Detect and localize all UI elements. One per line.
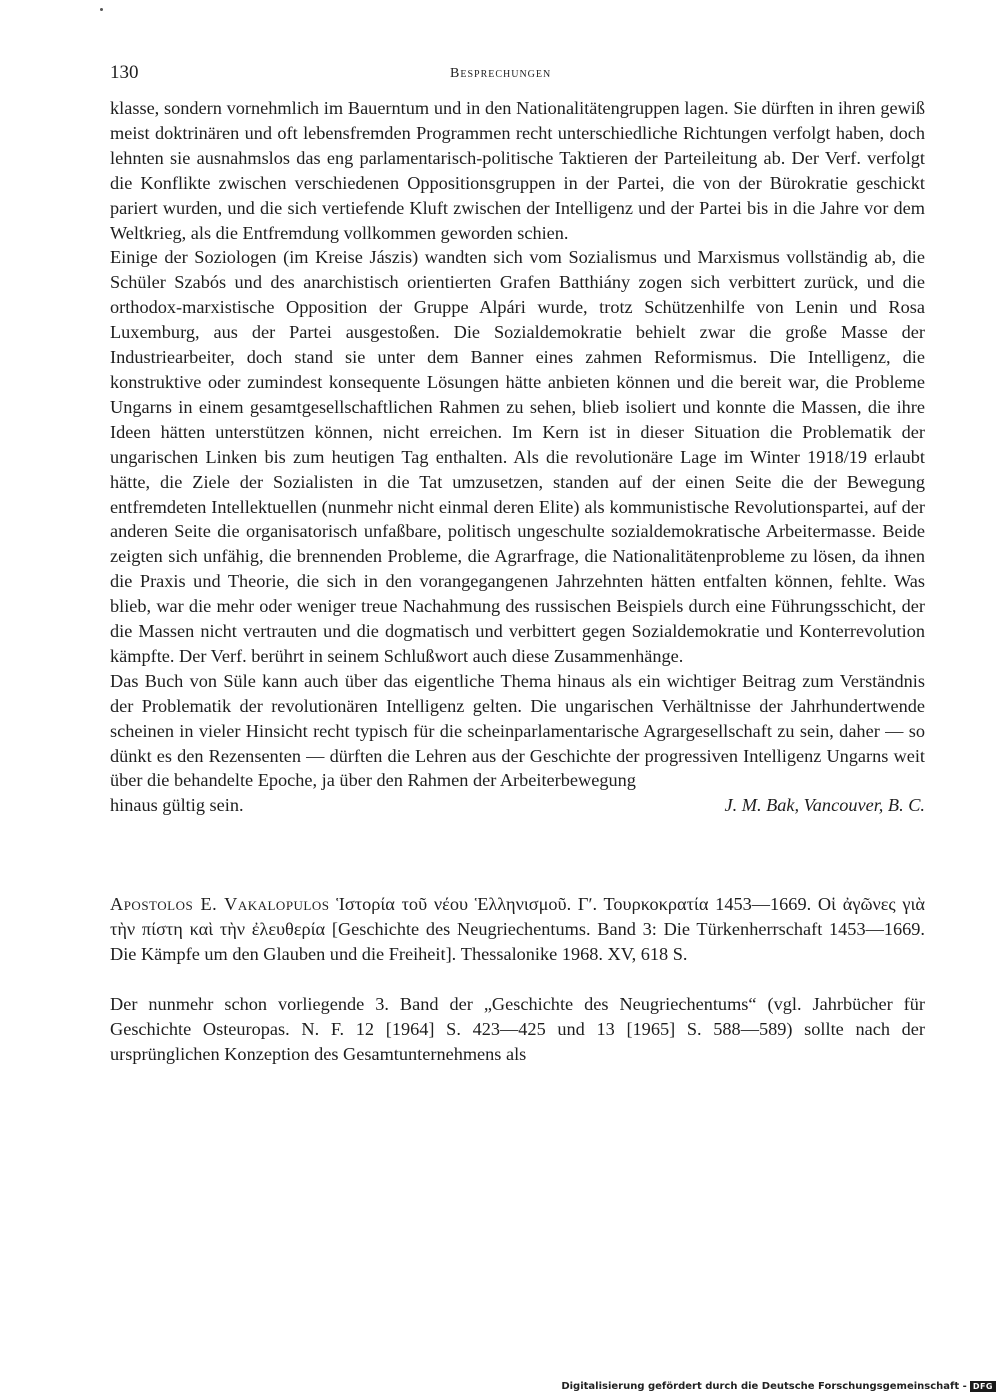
closing-text: hinaus gültig sein.	[110, 795, 244, 816]
footer-text: Digitalisierung gefördert durch die Deutsche Forschungsgemeinschaft -	[561, 1381, 967, 1392]
review-continuation	[110, 96, 925, 818]
paragraph: Das Buch von Süle kann auch über das eigentliche Thema hinaus als ein wichtiger Beitrag zum Verständnis der Problematik der revolutionären Intelligenz gelten. Die ungarischen Verhältnisse der Jahrhundertwende scheinen in vieler Hinsicht recht typisch für die scheinparlamentarische Agrargesellschaft zu sein, daher — so dünkt es den Rezensenten — dürften die Lehren aus der Geschichte der progressiven Intelligenz Ungarns weit über die behandelte Epoche, ja über den Rahmen der Arbeiterbewegung	[110, 670, 925, 791]
paragraph: Einige der Soziologen (im Kreise Jászis) wandten sich vom Sozialismus und Marxismus vollständig ab, die Schüler Szabós und des anarchistisch orientierten Grafen Batthiány zogen sich verbittert zurück, und die orthodox-marxistische Opposition der Gruppe Alpári wurde, trotz Schützenhilfe von Lenin und Rosa Luxemburg, aus der Partei ausgestoßen. Die Sozialdemokratie behielt zwar die große Masse der Industriearbeiter, doch stand sie unter dem Banner eines zahmen Reformismus. Die Intelligenz, die konstruktive oder zumindest konsequente Lösungen hätte anbieten können und die bereit war, die Probleme Ungarns in einem gesamtgesellschaftlichen Rahmen zu sehen, blieb isoliert und konnte die Massen, die ihre Ideen hätten unterstützen können, nicht erreichen. Im Kern ist in dieser Situation die Problematik der ungarischen Linken bis zum heutigen Tag enthalten. Als die revolutionäre Lage im Winter 1918/19 erlaubt hätte, die Ziele der Sozialisten in die Tat umzusetzen, standen auf der einen Seite die der Bewegung entfremdeten Intellektuellen (nunmehr nicht einmal deren Elite) als kommunistische Revolutionspartei, auf der anderen Seite die organisatorisch unfaßbare, politisch ungeschulte sozialdemokratische Arbeitermasse. Beide zeigten sich unfähig, die brennenden Probleme, die Agrarfrage, die Nationalitätenprobleme zu lösen, da ihnen die Praxis und Theorie, die sich in den vorangegangenen Jahrzehnten hätten entfalten können, fehlte. Was blieb, war die mehr oder weniger treue Nachahmung des russischen Beispiels durch eine Führungsschicht, der die Massen nicht vertrauten und die dogmatisch und verbittert gegen Sozialdemokratie und Konterrevolution kämpfte. Der Verf. berührt in seinem Schlußwort auch diese Zusammenhänge.	[110, 247, 925, 666]
digitization-footer	[561, 1381, 996, 1392]
review-citation	[110, 892, 925, 967]
page-header	[110, 62, 925, 96]
book-citation: Ἱστορία τοῦ νέου Ἑλληνισμοῦ. Γʹ. Τουρκοκρατία 1453—1669. Οἱ ἀγῶνες γιὰ τὴν πίστη καὶ τὴν ἐλευθερία [Geschichte des Neugriechentums. Band 3: Die Türkenherrschaft 1453—1669. Die Kämpfe um den Glauben und die Freiheit]. Thessalonike 1968. XV, 618 S.	[110, 894, 925, 965]
reviewed-author: Apostolos E. Vakalopulos	[110, 894, 330, 915]
review-body: Der nunmehr schon vorliegende 3. Band der „Geschichte des Neugriechentums“ (vgl. Jahrbücher für Geschichte Osteuropas. N. F. 12 [1964] S. 423—425 und 13 [1965] S. 588—589) sollte nach der ursprünglichen Konzeption des Gesamtunternehmens als	[110, 994, 925, 1064]
page-number: 130	[110, 62, 139, 83]
scan-speck	[100, 8, 103, 11]
running-head: Besprechungen	[450, 66, 552, 81]
dfg-logo-icon: DFG	[970, 1381, 996, 1392]
closing-line	[110, 793, 925, 818]
document-page	[110, 62, 925, 1067]
reviewer-signature: J. M. Bak, Vancouver, B. C.	[724, 795, 925, 816]
paragraph: klasse, sondern vornehmlich im Bauerntum und in den Nationalitätengruppen lagen. Sie dürften in ihren gewiß meist doktrinären und oft lebensfremden Programmen recht unterschiedliche Richtungen verfolgt haben, doch lehnten sie ausnahmslos das eng parlamentarisch-politische Taktieren der Parteileitung ab. Der Verf. verfolgt die Konflikte zwischen verschiedenen Oppositionsgruppen in der Partei, die von der Bürokratie geschickt pariert wurden, und die sich vertiefende Kluft zwischen der Intelligenz und der Partei bis in die Jahre vor dem Weltkrieg, als die Entfremdung vollkommen geworden schien.	[110, 98, 925, 243]
